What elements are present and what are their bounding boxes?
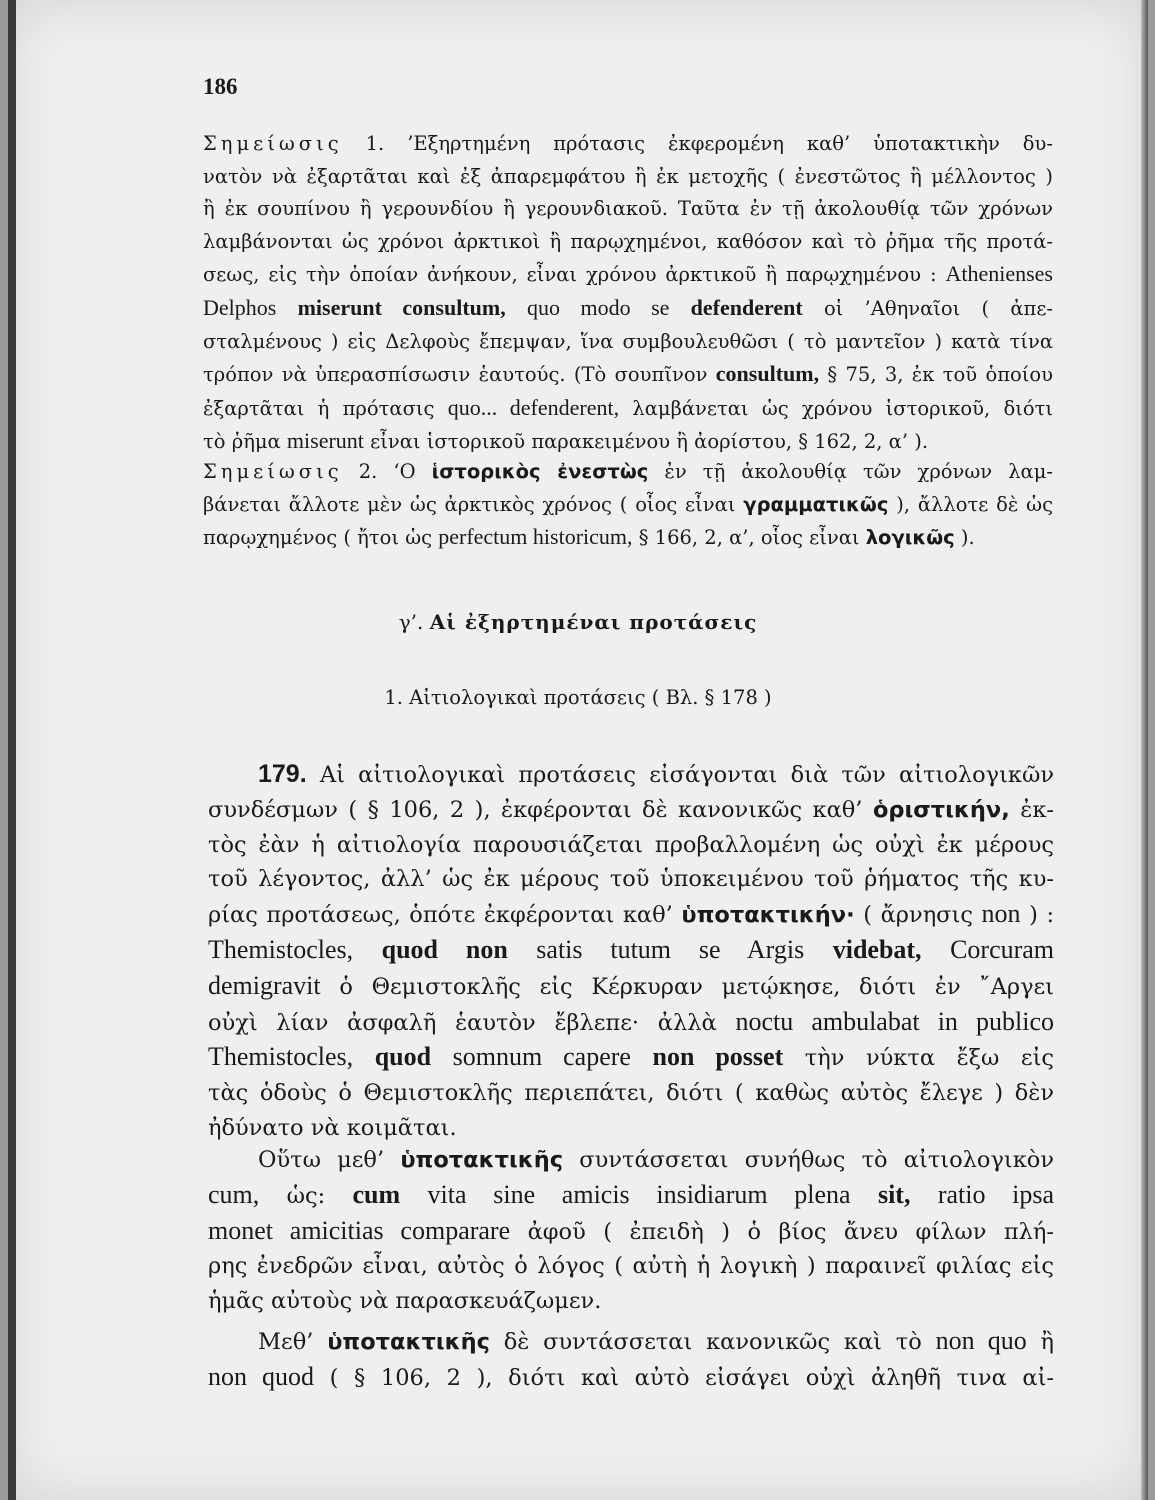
paragraph-number: 179.: [258, 760, 307, 788]
paragraph-179: 179. Αἱ αἰτιολογικαὶ προτάσεις εἰσάγονται διὰ τῶν αἰτιολογικῶν συνδέσμων ( § 106, 2 ), ἐκφέρονται δὲ κανονικῶς καθ’ ὁριστικήν, ἐκ- τὸς ἐὰν ἡ αἰτιολογία παρουσιάζεται προβαλλομένη ὡς οὐχὶ ἐκ μέρους τοῦ λέγοντος, ἀλλ’ ὡς ἐκ μέρους τοῦ ὑποκειμένου τοῦ ῥήματος τῆς κυ- ρίας προτάσεως, ὁπότε ἐκφέρονται καθ’ ὑποτακτικήν· ( ἄρνησις non ) : Themistocles, quod non satis tutum se Argis videbat, Corcuram demigravit ὁ Θεμιστοκλῆς εἰς Κέρκυραν μετῴκησε, διότι ἐν ῎Αργει οὐχὶ λίαν ἀσφαλῆ ἑαυτὸν ἔβλεπε· ἀλλὰ noctu ambulabat in publico Themistocles, quod somnum capere non posset τὴν νύκτα ἔξω εἰς τὰς ὁδοὺς ὁ Θεμιστοκλῆς περιεπάτει, διότι ( καθὼς αὐτὸς ἔλεγε ) δὲν ἠδύνατο νὰ κοιμᾶται.: [208, 760, 1055, 1141]
note-1: Σημείωσις 1. ’Εξηρτημένη πρότασις ἐκφερομένη καθ’ ὑποτακτικὴν δυ- νατὸν νὰ ἐξαρτᾶται καὶ ἐξ ἀπαρεμφάτου ἢ ἐκ μετοχῆς ( ἐνεστῶτος ἢ μέλλοντος ) ἢ ἐκ σουπίνου ἢ γερουνδίου ἢ γερουνδιακοῦ. Ταῦτα ἐν τῇ ἀκολουθίᾳ τῶν χρόνων λαμβάνονται ὡς χρόνοι ἀρκτικοὶ ἢ παρῳχημένοι, καθόσον καὶ τὸ ῥῆμα τῆς προτά- σεως, εἰς τὴν ὁποίαν ἀνήκουν, εἶναι χρόνου ἀρκτικοῦ ἢ παρῳχημένου : Athenienses Delphos miserunt consultum, quo modo se defenderent οἱ ’Αθηναῖοι ( ἀπε- σταλμένους ) εἰς Δελφοὺς ἔπεμψαν, ἵνα συμβουλευθῶσι ( τὸ μαντεῖον ) κατὰ τίνα τρόπον νὰ ὑπερασπίσωσιν ἑαυτούς. (Τὸ σουπῖνον consultum, § 75, 3, ἐκ τοῦ ὁποίου ἐξαρτᾶται ἡ πρότασις quo... defenderent, λαμβάνεται ὡς χρόνου ἱστορικοῦ, διότι τὸ ῥῆμα miserunt εἶναι ἱστορικοῦ παρακειμένου ἢ ἀορίστου, § 162, 2, α’ ).: [203, 132, 1054, 454]
paragraph-outw: Οὕτω μεθ’ ὑποτακτικῆς συντάσσεται συνήθως τὸ αἰτιολογικὸν cum, ὡς: cum vita sine amicis insidiarum plena sit, ratio ipsa monet amicitias comparare ἀφοῦ ( ἐπειδὴ ) ὁ βίος ἄνευ φίλων πλή- ρης ἐνεδρῶν εἶναι, αὐτὸς ὁ λόγος ( αὐτὴ ἡ λογικὴ ) παραινεῖ φιλίας εἰς ἡμᾶς αὐτοὺς νὰ παρασκευάζωμεν.: [208, 1147, 1055, 1315]
page-number: 186: [203, 74, 238, 99]
note-1-label: Σημείωσις: [203, 132, 343, 155]
note-2: Σημείωσις 2. ‘Ο ἱστορικὸς ἐνεστὼς ἐν τῇ ἀκολουθίᾳ τῶν χρόνων λαμ- βάνεται ἄλλοτε μὲν ὡς ἀρκτικὸς χρόνος ( οἷος εἶναι γραμματικῶς ), ἄλλοτε δὲ ὡς παρῳχημένος ( ἤτοι ὡς perfectum historicum, § 166, 2, α’, οἷος εἶναι λογικῶς ).: [203, 460, 1053, 550]
section-heading: γ’. Αἱ ἐξηρτημέναι προτάσεις: [398, 610, 758, 634]
book-page: [8, 0, 1148, 1500]
note-2-label: Σημείωσις: [203, 460, 343, 483]
subheading: 1. Αἰτιολογικαὶ προτάσεις ( Βλ. § 178 ): [384, 686, 772, 709]
paragraph-meth: Μεθ’ ὑποτακτικῆς δὲ συντάσσεται κανονικῶς καὶ τὸ non quo ἢ non quod ( § 106, 2 ), διότι καὶ αὐτὸ εἰσάγει οὐχὶ ἀληθῆ τινα αἰ-: [208, 1326, 1055, 1391]
page-left-edge: [8, 0, 16, 1500]
section-title: Αἱ ἐξηρτημέναι προτάσεις: [429, 610, 758, 634]
page-right-edge: [1141, 0, 1148, 1500]
